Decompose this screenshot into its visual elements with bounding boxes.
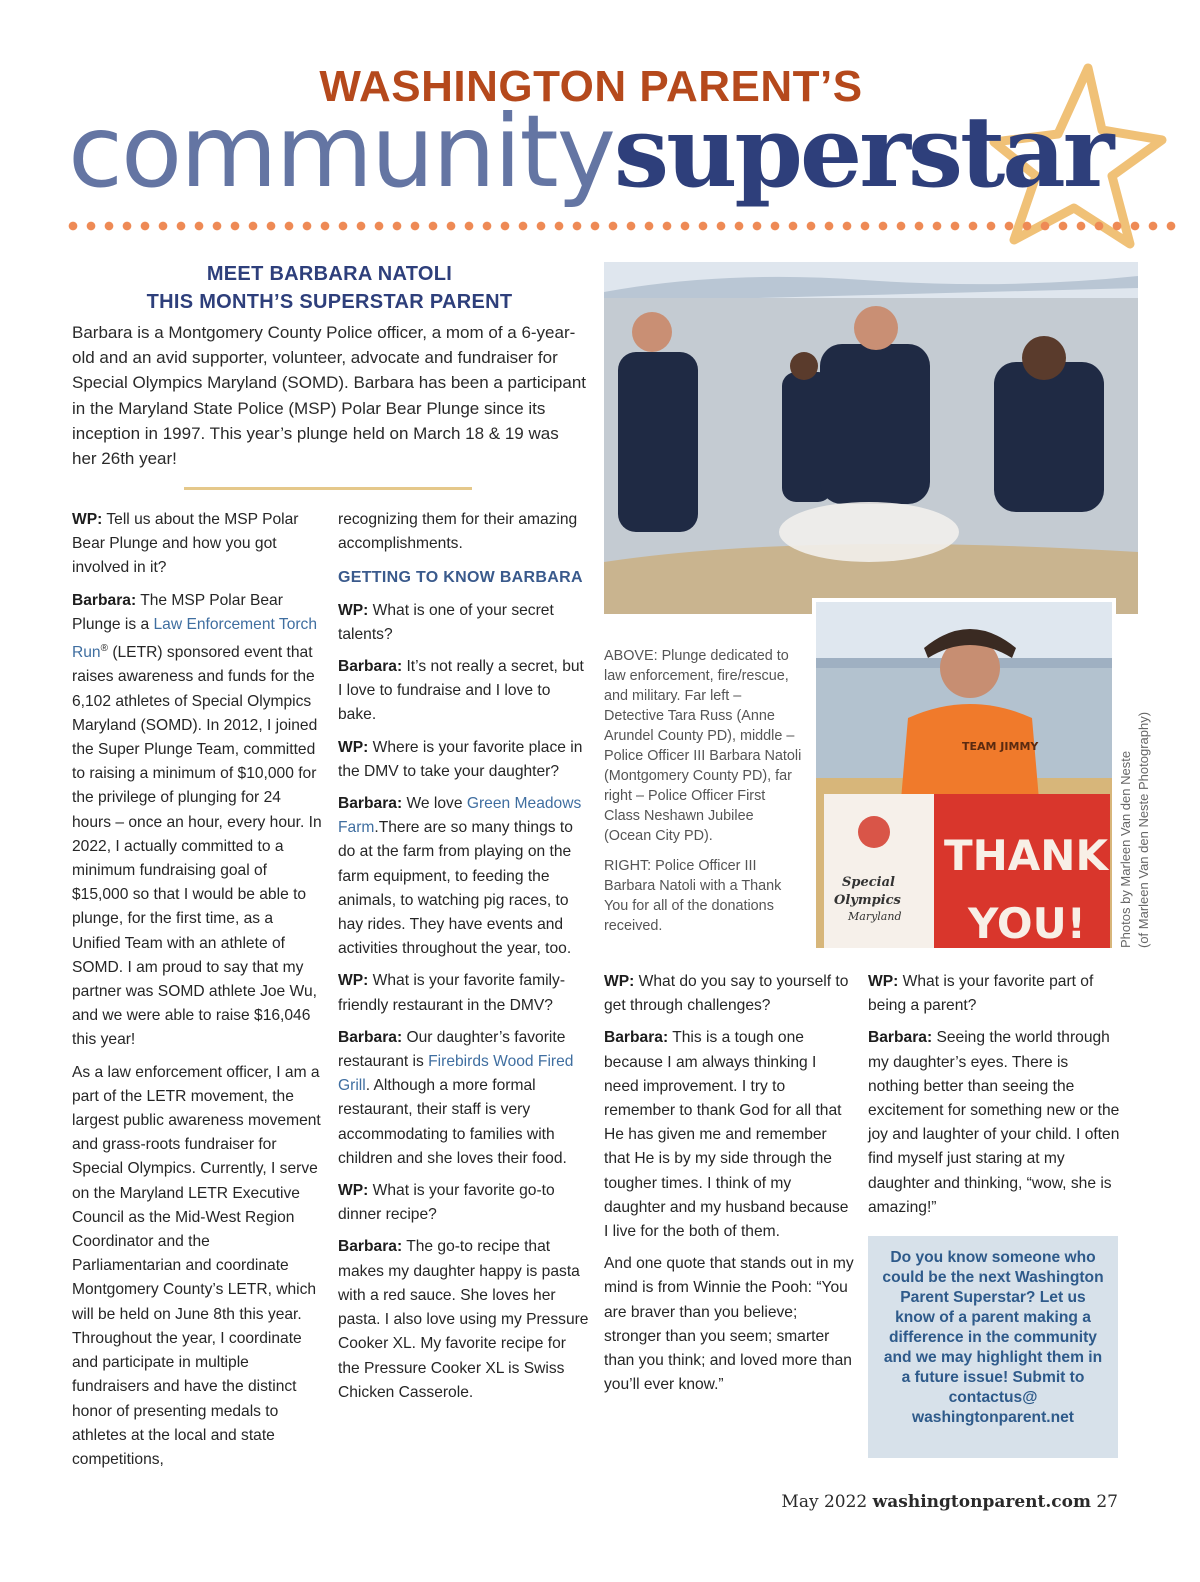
barbara-label: Barbara: (604, 1029, 669, 1047)
green-meadows-link[interactable]: Green Meadows Farm (338, 795, 582, 837)
wp-label: WP: (604, 973, 635, 990)
logo-maryland: Maryland (848, 910, 902, 923)
title-superstar: superstar (613, 95, 1112, 210)
question-restaurant (338, 969, 590, 1017)
paragraph-continued: recognizing them for their amazing accomplishments. (338, 511, 578, 553)
barbara-label: Barbara: (338, 1238, 403, 1256)
section-rule (184, 487, 472, 490)
feature-heading-line2: THIS MONTH’S SUPERSTAR PARENT (146, 291, 513, 313)
answer-parent (868, 1026, 1120, 1220)
feature-heading-line1: MEET BARBARA NATOLI (206, 263, 453, 285)
answer-text: (LETR) sponsored event that raises awareness and funds for the 6,102 athletes of Special Olympics Maryland (SOMD). In 2012, I joined the Super Plunge Team, committed to raising a minimum of $10,000 for the privilege of plunging for 24 hours – once an hour, every hour. In 2022, I actually committed to a minimum fundraising goal of $15,000 so that I would be able to plunge, for the first time, as a Unified Team with an athlete of SOMD. I am proud to say that my partner was SOMD athlete Joe Wu, and we were able to raise $16,046 this year! (72, 644, 322, 1049)
answer-text: . Although a more formal restaurant, their staff is very accommodating to families with children and she loves their food. (338, 1077, 567, 1167)
registered-mark: ® (100, 643, 108, 655)
intro-paragraph: Barbara is a Montgomery County Police officer, a mom of a 6-year-old and an avid supporter, volunteer, advocate and fundraiser for Special Olympics Maryland (SOMD). Barbara has been a participant in the Maryland State Police (MSP) Polar Bear Plunge since its inception in 1997. This year’s plunge held on March 18 & 19 was her 26th year! (72, 323, 586, 469)
nomination-callout (868, 1236, 1118, 1458)
answer-restaurant (338, 1026, 590, 1171)
answer-favorite-place (338, 792, 590, 961)
callout-text: Do you know someone who could be the next Washington Parent Superstar? Let us know of a parent making a difference in the community and we may highlight them in a future issue! Submit to contactus@ washingtonparent.net (882, 1249, 1104, 1426)
article-column-3 (604, 970, 854, 1405)
paragraph-quote: And one quote that stands out in my mind is from Winnie the Pooh: “You are braver than you believe; stronger than you seem; smarter than you think; and loved more than you’ll ever know.” (604, 1255, 854, 1394)
question-favorite-place (338, 736, 590, 784)
question-plunge (72, 508, 322, 581)
question-text: What is your favorite go-to dinner recipe? (338, 1182, 555, 1224)
question-challenges (604, 970, 854, 1018)
wp-label: WP: (868, 973, 899, 990)
question-text: What do you say to yourself to get through challenges? (604, 973, 849, 1015)
footer-page-number: 27 (1090, 1492, 1118, 1512)
barbara-label: Barbara: (338, 1028, 403, 1046)
question-text: What is one of your secret talents? (338, 601, 554, 643)
sign-thank: THANK (944, 831, 1109, 880)
subheading-getting-to-know: GETTING TO KNOW BARBARA (338, 569, 583, 587)
logo-special: Special (842, 875, 895, 890)
answer-text: Seeing the world through my daughter’s eyes. There is nothing better than seeing the excitement for something new or the joy and laughter of your child. I often find myself just staring at my daughter and thinking, “wow, she is amazing!” (868, 1029, 1120, 1216)
feature-heading (72, 260, 587, 316)
paragraph-law-enforcement: As a law enforcement officer, I am a part of the LETR movement, the largest public awareness movement and grass-roots fundraiser for Special Olympics. Currently, I serve on the Maryland LETR Executive Council as the Mid-West Region Coordinator and the Parliamentarian and coordinate Montgomery County’s LETR, which will be held on June 8th this year. Throughout the year, I coordinate and participate in multiple fundraisers and have the distinct honor of presenting medals to athletes at the local and state competitions, (72, 1063, 321, 1468)
answer-talents (338, 655, 590, 728)
title-community: community (68, 93, 614, 210)
dotted-divider (68, 220, 1180, 232)
answer-text: Our daughter’s favorite restaurant is (338, 1028, 566, 1071)
wp-label: WP: (338, 1182, 369, 1200)
answer-recipe (338, 1235, 590, 1404)
question-text: What is your favorite family-friendly restaurant in the DMV? (338, 972, 566, 1014)
question-recipe (338, 1179, 590, 1227)
firebirds-link[interactable]: Firebirds Wood Fired Grill (338, 1053, 574, 1095)
barbara-label: Barbara: (338, 658, 403, 676)
wp-label: WP: (338, 738, 369, 756)
answer-text: .There are so many things to do at the farm from playing on the farm equipment, to feeding the animals, to watching pig races, to hay rides. They have events and activities throughout the year, too. (338, 819, 573, 958)
logo-olympics: Olympics (834, 893, 901, 908)
question-text: What is your favorite part of being a parent? (868, 973, 1094, 1015)
thank-you-photo (812, 598, 1116, 952)
page-footer (600, 1492, 1118, 1512)
question-parent (868, 970, 1120, 1018)
wp-label: WP: (338, 601, 369, 619)
answer-text: We love (402, 795, 467, 813)
sign-you: YOU! (968, 899, 1086, 948)
article-column-4 (868, 970, 1120, 1228)
question-text: Where is your favorite place in the DMV to take your daughter? (338, 738, 583, 780)
article-column-2 (338, 508, 590, 1413)
question-talents (338, 599, 590, 647)
barbara-label: Barbara: (72, 591, 137, 609)
letr-link[interactable]: Law Enforcement Torch Run (72, 615, 318, 662)
caption-above: ABOVE: Plunge dedicated to law enforcement, fire/rescue, and military. Far left – Detective Tara Russ (Anne Arundel County PD), middle – Police Officer III Barbara Natoli (Montgomery County PD), far right – Police Officer First Class Neshawn Jubilee (Ocean City PD). (604, 648, 802, 844)
answer-text: It’s not really a secret, but I love to fundraise and I love to bake. (338, 658, 584, 724)
masthead-kicker: WASHINGTON PARENT’S (319, 62, 863, 111)
plunge-photo (604, 262, 1138, 614)
wp-label: WP: (338, 972, 369, 990)
photo-caption (604, 646, 804, 946)
barbara-label: Barbara: (868, 1029, 933, 1047)
footer-site: washingtonparent.com (872, 1492, 1091, 1512)
photo-credit-line2: (of Marleen Van den Neste Photography) (1136, 711, 1151, 948)
answer-challenges (604, 1026, 854, 1244)
caption-right: RIGHT: Police Officer III Barbara Natoli with a Thank You for all of the donations received. (604, 858, 782, 934)
article-column-1 (72, 508, 322, 1480)
answer-plunge (72, 589, 322, 1053)
photo-credit-line1: Photos by Marleen Van den Neste (1118, 750, 1133, 948)
footer-month: May 2022 (781, 1492, 873, 1512)
wp-label: WP: (72, 511, 103, 528)
question-text: Tell us about the MSP Polar Bear Plunge and how you got involved in it? (72, 511, 299, 577)
answer-text: The MSP Polar Bear Plunge is a (72, 591, 283, 633)
masthead-title (68, 93, 1112, 210)
answer-text: This is a tough one because I am always thinking I need improvement. I try to remember to thank God for all that He has given me and remember that He is by my side through the tougher times. I think of my daughter and my husband because I live for the both of them. (604, 1029, 849, 1241)
barbara-label: Barbara: (338, 795, 403, 813)
photo-credit (1112, 680, 1160, 950)
shirt-text: TEAM JIMMY (962, 740, 1039, 753)
answer-text: The go-to recipe that makes my daughter happy is pasta with a red sauce. She loves her pasta. I also love using my Pressure Cooker XL. My favorite recipe for the Pressure Cooker XL is Swiss Chicken Casserole. (338, 1238, 589, 1401)
